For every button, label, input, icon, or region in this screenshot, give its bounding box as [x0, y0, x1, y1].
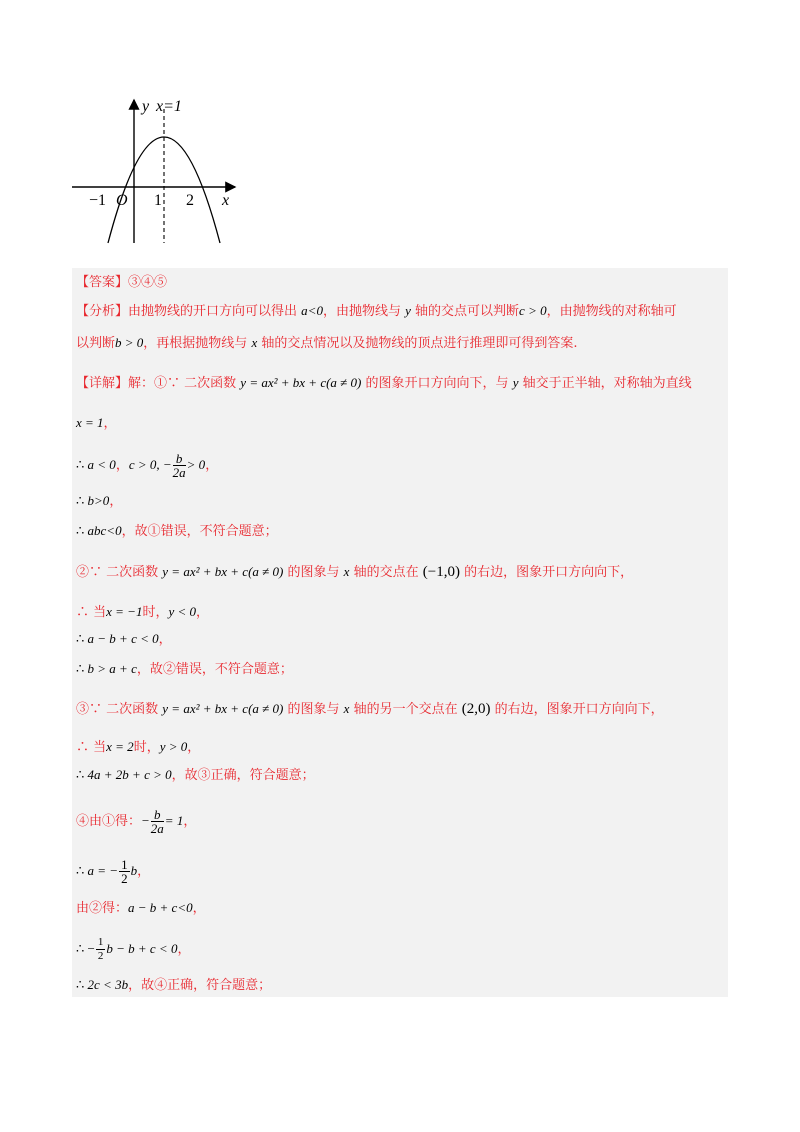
detail-s1-line-5: [76, 522, 724, 541]
math: ∴: [76, 767, 88, 782]
math: 2c < 3b: [87, 977, 129, 992]
answer-value: ③④⑤: [128, 275, 168, 290]
text: ②∵ 二次函数: [76, 565, 159, 580]
text: 轴的交点在: [353, 565, 419, 580]
numerator: b: [151, 808, 164, 822]
text: ④由①得：: [76, 814, 142, 829]
text: ，: [177, 942, 191, 957]
math: b > 0: [115, 335, 144, 350]
text: ，: [192, 901, 206, 916]
text: ，: [158, 632, 172, 647]
text: ，故②错误，不符合题意；: [136, 662, 293, 677]
symmetry-label: x=1: [156, 98, 182, 115]
math: ∴: [76, 661, 88, 676]
denominator: 2a: [172, 465, 186, 480]
denominator: 2: [97, 950, 104, 962]
origin-label: O: [116, 192, 128, 209]
text: 的图象与: [287, 565, 340, 580]
text: 轴的交点情况以及抛物线的顶点进行推理即可得到答案.: [261, 336, 578, 351]
tick-1: 1: [154, 192, 162, 209]
text: ∴ 当: [76, 740, 107, 755]
text: 的图象与: [287, 702, 340, 717]
math: b: [130, 863, 138, 878]
text: ，: [183, 814, 197, 829]
text: 时，: [133, 740, 160, 755]
fraction: [151, 808, 164, 835]
math: y = ax² + bx + c(a ≠ 0): [162, 701, 284, 716]
math: −: [141, 813, 150, 828]
text: ，: [137, 864, 151, 879]
text: ，: [196, 605, 210, 620]
detail-s3-line-1: [76, 700, 724, 719]
detail-s1-line-1: [76, 374, 724, 393]
math: ∴: [76, 863, 88, 878]
text: ，: [187, 740, 201, 755]
detail-s1-line-4: [76, 492, 724, 511]
math: ∴: [76, 457, 88, 472]
text: 轴的另一个交点在: [353, 702, 458, 717]
text: ，: [115, 458, 129, 473]
text: 由抛物线的开口方向可以得出: [128, 304, 298, 319]
math: x: [251, 335, 258, 350]
math: a < 0: [87, 457, 116, 472]
text: 的右边，图象开口方向向下，: [464, 565, 634, 580]
detail-s1-line-2: [76, 414, 724, 433]
text: ，故③正确，符合题意；: [171, 768, 315, 783]
math: y > 0: [159, 739, 188, 754]
text: 时，: [142, 605, 169, 620]
math: b>0: [87, 493, 110, 508]
text: 轴的交点可以判断: [415, 304, 520, 319]
math: > 0: [186, 457, 206, 472]
math: a<0: [301, 303, 323, 318]
detail-s2-line-2: [76, 603, 724, 622]
detail-s3-line-3: [76, 766, 724, 785]
tick-2: 2: [186, 192, 194, 209]
math: x = 2: [106, 739, 134, 754]
detail-s4-line-3: [76, 899, 724, 918]
numerator: b: [173, 452, 186, 466]
x-axis-label: x: [222, 192, 230, 209]
math: ∴: [76, 631, 88, 646]
math: x = 1: [76, 415, 104, 430]
math: a = −: [87, 863, 119, 878]
math: a − b + c<0: [128, 900, 193, 915]
detail-s4-line-5: [76, 976, 724, 995]
detail-s4-line-1: [76, 808, 724, 835]
analysis-tag: 【分析】: [76, 304, 129, 319]
numerator: 1: [121, 857, 128, 872]
tick-neg1: −1: [89, 192, 107, 209]
fraction: [119, 858, 130, 885]
math: x: [343, 564, 350, 579]
detail-s2-line-4: [76, 660, 724, 679]
math: x: [343, 701, 350, 716]
math: (−1,0): [422, 564, 460, 580]
math: b > a + c: [87, 661, 137, 676]
detail-s1-line-3: [76, 452, 724, 479]
y-axis-label: y: [142, 98, 150, 115]
detail-s2-line-3: [76, 630, 724, 649]
math: y = ax² + bx + c(a ≠ 0): [162, 564, 284, 579]
detail-tag: 【详解】: [76, 376, 129, 391]
detail-s3-line-2: [76, 738, 724, 757]
text: ，故①错误，不符合题意；: [121, 524, 278, 539]
text: ，: [109, 494, 123, 509]
text: ③∵ 二次函数: [76, 702, 159, 717]
math: c > 0: [519, 303, 547, 318]
denominator: 2: [121, 871, 128, 886]
answer-tag: 【答案】: [76, 275, 129, 290]
math: ∴ −: [76, 941, 95, 956]
solution-box: [72, 268, 728, 997]
text: 解：①∵ 二次函数: [128, 376, 237, 391]
text: 的右边，图象开口方向向下，: [494, 702, 664, 717]
text: ，: [103, 416, 117, 431]
parabola-graph: [70, 95, 240, 245]
text: ，由抛物线与: [322, 304, 401, 319]
math: y = ax² + bx + c(a ≠ 0): [240, 375, 362, 390]
text: ，: [205, 458, 219, 473]
detail-s2-line-1: [76, 563, 724, 582]
numerator: 1: [97, 936, 104, 948]
text: 的图象开口方向向下，与: [365, 376, 509, 391]
analysis-line-2: [76, 334, 724, 353]
fraction: [173, 452, 186, 479]
math: y: [405, 303, 411, 318]
math: x = −1: [106, 604, 143, 619]
math: abc<0: [87, 523, 122, 538]
math: y: [512, 375, 519, 390]
fraction: [96, 936, 106, 963]
math: ∴: [76, 523, 88, 538]
detail-s4-line-4: [76, 936, 724, 963]
text: ，由抛物线的对称轴可: [546, 304, 677, 319]
denominator: 2a: [150, 821, 164, 836]
math: (2,0): [461, 701, 491, 717]
detail-s4-line-2: [76, 858, 724, 885]
math: 4a + 2b + c > 0: [87, 767, 172, 782]
math: b − b + c < 0: [106, 941, 178, 956]
answer-line: [76, 274, 724, 292]
analysis-line-1: [76, 302, 724, 321]
text: ，故④正确，符合题意；: [128, 978, 272, 993]
text: 轴交于正半轴，对称轴为直线: [522, 376, 692, 391]
math: ∴: [76, 977, 88, 992]
math: y < 0: [168, 604, 197, 619]
text: ，再根据抛物线与: [143, 336, 248, 351]
math: c > 0, −: [128, 457, 172, 472]
text: 由②得：: [76, 901, 129, 916]
math: = 1: [164, 813, 184, 828]
math: a − b + c < 0: [87, 631, 159, 646]
text: ∴ 当: [76, 605, 107, 620]
text: 以判断: [76, 336, 116, 351]
math: ∴: [76, 493, 88, 508]
